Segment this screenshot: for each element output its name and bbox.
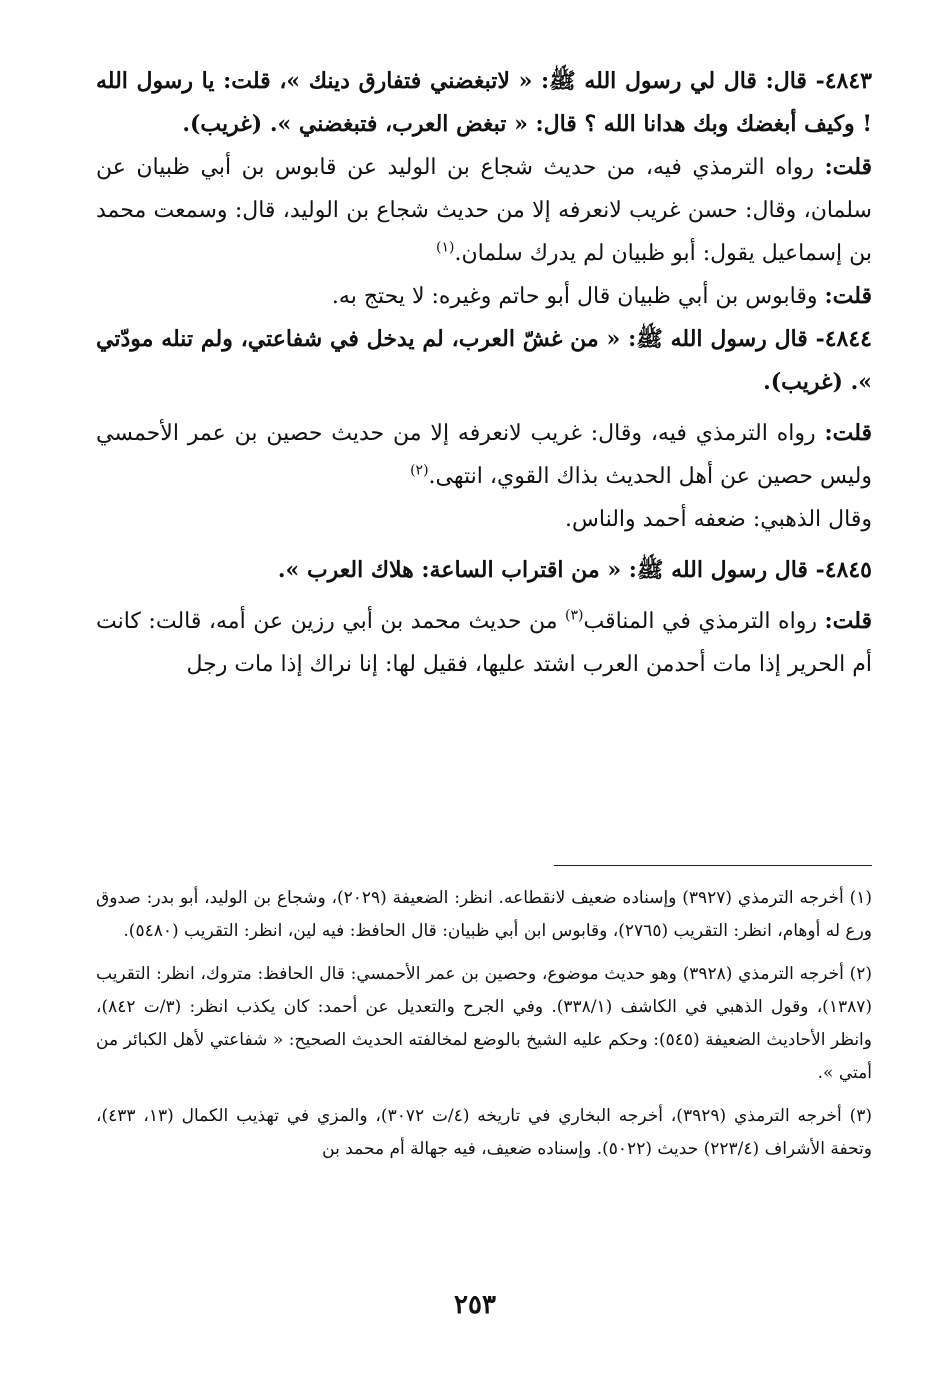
footnote-separator — [554, 865, 872, 866]
hadith-number: ٤٨٤٤ — [824, 326, 872, 352]
hadith-4844 — [96, 318, 872, 404]
commentary-paragraph — [96, 275, 872, 318]
commentary-paragraph — [96, 412, 872, 498]
footnote-ref-2: (٢) — [410, 462, 429, 479]
hadith-number: ٤٨٤٣ — [824, 68, 872, 94]
commentary-text: رواه الترمذي فيه، من حديث شجاع بن الوليد عن قابوس بن أبي ظبيان عن سلمان، وقال: حسن غريب لانعرفه إلا من حديث شجاع بن الوليد، قال: وسمعت محمد بن إسماعيل يقول: أبو ظبيان لم يدرك سلمان. — [96, 155, 872, 266]
hadith-4845 — [96, 549, 872, 592]
page-number: ٢٥٣ — [454, 1290, 496, 1320]
commentary-text: رواه الترمذي في المناقب — [583, 609, 825, 634]
commentary-text: وقال الذهبي: ضعفه أحمد والناس. — [565, 507, 872, 532]
footnote-3: (٣) أخرجه الترمذي (٣٩٢٩)، أخرجه البخاري في تاريخه (٤/ت ٣٠٧٢)، والمزي في تهذيب الكمال (١٣، ٤٣٣)، وتحفة الأشراف (٢٢٣/٤) حديث (٥٠٢٢). وإسناده ضعيف، فيه جهالة أم محمد بن — [96, 1106, 873, 1159]
footnote-ref-3: (٣) — [565, 607, 584, 624]
commentary-lead: قلت: — [824, 608, 873, 634]
hadith-4843 — [96, 60, 872, 146]
commentary-paragraph — [96, 600, 872, 686]
main-text — [96, 60, 872, 686]
commentary-lead: قلت: — [824, 283, 872, 309]
hadith-text: - قال: قال لي رسول الله ﷺ: « لاتبغضني فتفارق دينك »، قلت: يا رسول الله ! وكيف أبغضك وبك هدانا الله ؟ قال: « تبغض العرب، فتبغضني ». (غريب). — [96, 68, 872, 137]
hadith-text: - قال رسول الله ﷺ: « من غشّ العرب، لم يدخل في شفاعتي، ولم تنله مودّتي ». (غريب). — [96, 326, 872, 395]
commentary-text: من حديث محمد بن أبي رزين عن أمه، قالت: كانت أم الحرير إذا مات أحدمن العرب اشتد عليها، فقيل لها: إنا نراك إذا مات رجل — [96, 609, 872, 677]
hadith-text: - قال رسول الله ﷺ: « من اقتراب الساعة: هلاك العرب ». — [277, 557, 825, 583]
commentary-paragraph — [96, 498, 872, 541]
footnotes — [96, 882, 872, 1176]
hadith-number: ٤٨٤٥ — [824, 557, 872, 583]
commentary-paragraph — [96, 146, 872, 275]
commentary-lead: قلت: — [824, 420, 872, 446]
footnote-1: (١) أخرجه الترمذي (٣٩٢٧) وإسناده ضعيف لانقطاعه. انظر: الضعيفة (٢٠٢٩)، وشجاع بن الوليد، أبو بدر: صدوق ورع له أوهام، انظر: التقريب (٢٧٦٥)، وقابوس ابن أبي ظبيان: قال الحافظ: فيه لين، انظر: التقريب (٥٤٨٠). — [96, 888, 872, 941]
commentary-text: وقابوس بن أبي ظبيان قال أبو حاتم وغيره: لا يحتج به. — [331, 284, 825, 309]
footnote-2: (٢) أخرجه الترمذي (٣٩٢٨) وهو حديث موضوع، وحصين بن عمر الأحمسي: قال الحافظ: متروك، انظر: التقريب (١٣٨٧)، وقول الذهبي في الكاشف (٣٣٨/١). وفي الجرح والتعديل عن أحمد: كان يكذب انظر: (٣/ت ٨٤٢)، وانظر الأحاديث الضعيفة (٥٤٥): وحكم عليه الشيخ بالوضع لمخالفته الحديث الصحيح: « شفاعتي لأهل الكبائر من أمتي ». — [96, 964, 872, 1083]
commentary-lead: قلت: — [824, 154, 872, 180]
commentary-text: رواه الترمذي فيه، وقال: غريب لانعرفه إلا من حديث حصين بن عمر الأحمسي وليس حصين عن أهل الحديث بذاك القوي، انتهى. — [96, 421, 872, 489]
footnote-ref-1: (١) — [435, 239, 455, 256]
